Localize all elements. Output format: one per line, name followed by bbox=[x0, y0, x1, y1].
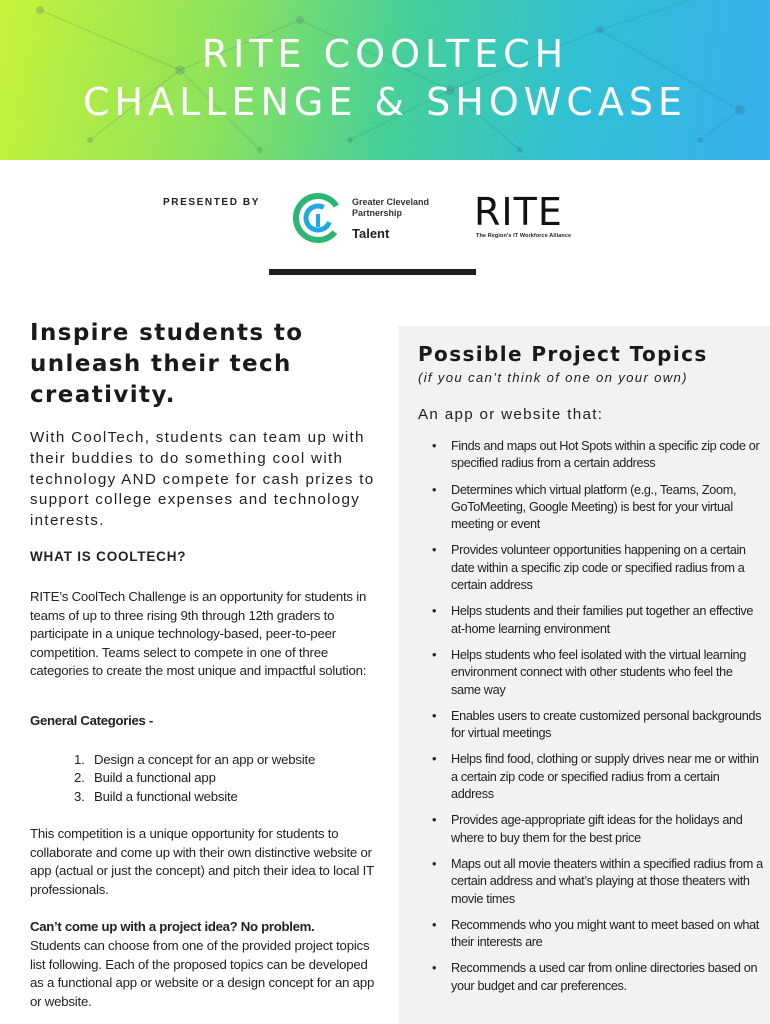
no-idea-paragraph: Students can choose from one of the provided project topics list following. Each of the proposed topics can be developed as a functional app or website or a design concept for an app or website. bbox=[30, 938, 375, 1009]
gcp-logo-icon bbox=[292, 192, 344, 244]
bullet-icon: • bbox=[432, 961, 437, 976]
bullet-icon: • bbox=[432, 708, 437, 723]
category-item: 2. Build a functional app bbox=[74, 770, 216, 786]
gcp-name bbox=[352, 197, 442, 219]
what-is-cooltech-paragraph: RITE’s CoolTech Challenge is an opportunity for students in teams of up to three rising 9th through 12th graders to participate in a unique technology-based, peer-to-peer competition. Teams select to compete in one of three categories to create the most unique and impactful solution: bbox=[30, 589, 367, 679]
bullet-icon: • bbox=[432, 752, 437, 767]
section-divider bbox=[269, 269, 476, 275]
what-is-cooltech-heading: WHAT IS COOLTECH? bbox=[30, 549, 187, 564]
bullet-icon: • bbox=[432, 439, 437, 453]
rite-tagline: The Region's IT Workforce Alliance bbox=[476, 233, 572, 239]
category-item: 1. Design a concept for an app or website bbox=[74, 752, 316, 767]
topic-item: • Recommends who you might want to meet based on what their interests are bbox=[432, 917, 759, 950]
bullet-icon: • bbox=[432, 543, 437, 558]
bullet-icon: • bbox=[432, 856, 437, 871]
no-idea-heading: Can’t come up with a project idea? No problem. bbox=[30, 919, 315, 934]
topic-item: • Helps students and their families put together an effective at-home learning environment bbox=[432, 604, 754, 636]
topic-item: • Recommends a used car from online directories based on your budget and car preferences. bbox=[432, 961, 758, 993]
rite-logo: RITE bbox=[474, 190, 563, 234]
intro-paragraph: With CoolTech, students can team up with their buddies to do something cool with technology AND compete for cash prizes to support college expenses and technology interests. bbox=[30, 429, 375, 530]
gcp-name-line2: Partnership bbox=[352, 208, 403, 218]
banner-title-line2: CHALLENGE & SHOWCASE bbox=[83, 80, 687, 124]
gcp-talent: Talent bbox=[352, 226, 390, 241]
gcp-name-line1: Greater Cleveland bbox=[352, 197, 430, 207]
headline bbox=[30, 318, 360, 411]
headline-line3: creativity. bbox=[30, 382, 176, 408]
project-topics-list bbox=[430, 438, 764, 1004]
header-banner bbox=[0, 0, 770, 160]
bullet-icon: • bbox=[432, 917, 437, 932]
bullet-icon: • bbox=[432, 813, 437, 828]
general-categories-label: General Categories - bbox=[30, 713, 153, 728]
project-topics-lead: An app or website that: bbox=[418, 406, 604, 423]
project-topics-subtitle: (if you can’t think of one on your own) bbox=[418, 370, 688, 385]
bullet-icon: • bbox=[432, 482, 437, 497]
topic-item: • Provides volunteer opportunities happening on a certain date within a specific zip code or specified radius from a certain address bbox=[432, 543, 746, 593]
banner-title-line1: RITE COOLTECH bbox=[201, 32, 569, 76]
topic-item: • Provides age-appropriate gift ideas for the holidays and where to buy them for the best price bbox=[432, 813, 743, 845]
presented-by-label: PRESENTED BY bbox=[163, 197, 260, 208]
bullet-icon: • bbox=[432, 647, 437, 662]
competition-paragraph: This competition is a unique opportunity for students to collaborate and come up with their own distinctive website or app (actual or just the concept) and pitch their idea to local IT professionals. bbox=[30, 826, 374, 897]
project-topics-title: Possible Project Topics bbox=[418, 342, 708, 366]
topic-item: • Determines which virtual platform (e.g., Teams, Zoom, GoToMeeting, Google Meeting) is best for your virtual meeting or event bbox=[432, 482, 737, 532]
topic-item: • Maps out all movie theaters within a specified radius from a certain address and what’s playing at those theaters with movie times bbox=[432, 856, 763, 906]
topic-item: • Helps students who feel isolated with the virtual learning environment connect with other students who feel the same way bbox=[432, 647, 746, 697]
categories-list bbox=[74, 751, 315, 806]
category-item: 3. Build a functional website bbox=[74, 788, 238, 804]
topic-item: • Finds and maps out Hot Spots within a specific zip code or specified radius from a certain address bbox=[432, 439, 760, 471]
topic-item: • Enables users to create customized personal backgrounds for virtual meetings bbox=[432, 708, 762, 741]
topic-item: • Helps find food, clothing or supply drives near me or within a certain zip code or specified radius from a certain address bbox=[432, 752, 759, 802]
headline-line1: Inspire students to bbox=[30, 320, 304, 346]
banner-title bbox=[0, 30, 770, 126]
bullet-icon: • bbox=[432, 604, 437, 619]
headline-line2: unleash their tech bbox=[30, 351, 292, 377]
